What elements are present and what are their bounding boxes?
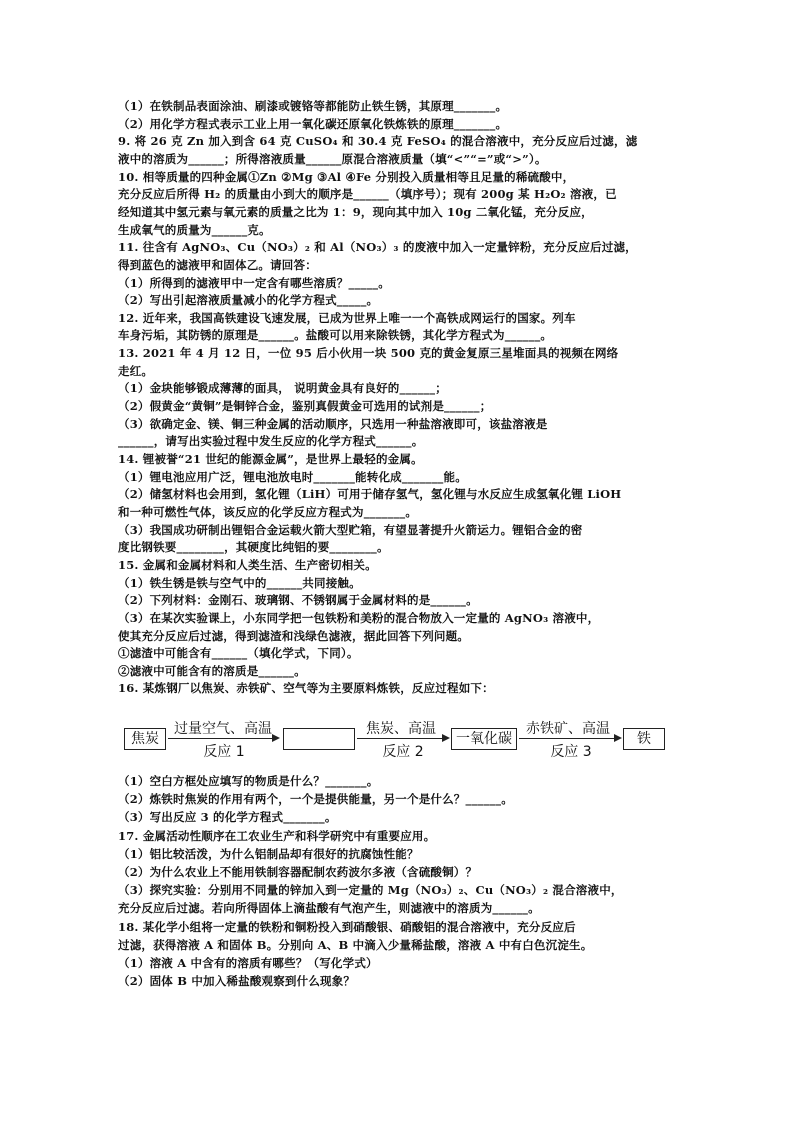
text-line: ②滤液中可能含有的溶质是______。 xyxy=(118,663,306,678)
text-line: （3）我国成功研制出锂铝合金运载火箭大型贮箱，有望显著提升火箭运力。锂铝合金的密 xyxy=(118,522,583,537)
text-line: 使其充分反应后过滤，得到滤渣和浅绿色滤液，据此回答下列问题。 xyxy=(118,628,469,643)
text-line: 12. 近年来，我国高铁建设飞速发展，已成为世界上唯一一个高铁成网运行的国家。列车 xyxy=(118,310,576,325)
text-line: 13. 2021 年 4 月 12 日，一位 95 后小伙用一块 500 克的黄金复原三星堆面具的视频在网络 xyxy=(118,346,619,361)
text-line: （1）空白方框处应填写的物质是什么？_______。 xyxy=(118,774,379,788)
text-line: 生成氧气的质量为______克。 xyxy=(118,222,271,237)
text-line: 和一种可燃性气体，该反应的化学反应方程式为_______。 xyxy=(118,504,418,519)
text-line: 17. 金属活动性顺序在工农业生产和科学研究中有重要应用。 xyxy=(118,828,436,843)
text-line: （1）铝比较活泼，为什么铝制品却有很好的抗腐蚀性能？ xyxy=(118,846,419,861)
flow-diagram xyxy=(124,722,674,766)
flow-arrow1-condition: 过量空气、高温 xyxy=(174,721,272,737)
text-line: 18. 某化学小组将一定量的铁粉和铜粉投入到硝酸银、硝酸铝的混合溶液中，充分反应后 xyxy=(118,919,576,934)
text-line: （2）储氢材料也会用到，氢化锂（LiH）可用于储存氢气，氢化锂与水反应生成氢氧化锂 LiOH xyxy=(118,487,622,502)
flow-box-coke: 焦炭 xyxy=(124,728,166,750)
text-line: 过滤，获得溶液 A 和固体 B。分别向 A、B 中滴入少量稀盐酸，溶液 A 中有白色沉淀生。 xyxy=(118,937,593,952)
text-line: 14. 锂被誉“21 世纪的能源金属”，是世界上最轻的金属。 xyxy=(118,452,423,466)
text-line: 16. 某炼钢厂以焦炭、赤铁矿、空气等为主要原料炼铁，反应过程如下： xyxy=(118,681,494,696)
text-line: 液中的溶质为______；所得溶液质量______原混合溶液质量（填“<”“=”或“>”）。 xyxy=(118,151,547,166)
text-line: （3）写出反应 3 的化学方程式_______。 xyxy=(118,810,337,825)
text-line: 15. 金属和金属材料和人类生活、生产密切相关。 xyxy=(118,557,377,572)
flow-arrow1-line xyxy=(168,738,272,739)
text-line: 车身污垢，其防锈的原理是______。盐酸可以用来除铁锈，其化学方程式为______。 xyxy=(118,328,553,343)
text-line: （1）金块能够锻成薄薄的面具， 说明黄金具有良好的______； xyxy=(118,381,447,396)
text-line: 9. 将 26 克 Zn 加入到含 64 克 CuSO₄ 和 30.4 克 FeSO₄ 的混合溶液中，充分反应后过滤，滤 xyxy=(118,134,638,149)
text-line: （3）欲确定金、镁、铜三种金属的活动顺序，只选用一种盐溶液即可，该盐溶液是 xyxy=(118,416,548,431)
text-line: ①滤渣中可能含有______（填化学式，下同）。 xyxy=(118,646,359,661)
text-line: （1）所得到的滤液甲中一定含有哪些溶质？_____。 xyxy=(118,275,390,290)
text-line: （3）探究实验：分别用不同量的锌加入到一定量的 Mg（NO₃）₂、Cu（NO₃）₂ 混合溶液中， xyxy=(118,883,623,898)
text-line: （2）假黄金“黄铜”是铜锌合金，鉴别真假黄金可选用的试剂是______； xyxy=(118,399,492,414)
flow-box-iron: 铁 xyxy=(623,728,665,750)
text-line: （2）为什么农业上不能用铁制容器配制农药波尔多液（含硫酸铜）？ xyxy=(118,865,478,879)
text-line: （2）用化学方程式表示工业上用一氧化碳还原氧化铁炼铁的原理_______。 xyxy=(118,116,508,131)
flow-box-carbon-monoxide: 一氧化碳 xyxy=(451,728,517,750)
flow-arrow3-condition: 赤铁矿、高温 xyxy=(526,721,610,737)
text-line: （2）炼铁时焦炭的作用有两个，一个是提供能量，另一个是什么？______。 xyxy=(118,792,513,807)
text-line: （1）铁生锈是铁与空气中的______共同接触。 xyxy=(118,575,361,590)
text-line: ______，请写出实验过程中发生反应的化学方程式______。 xyxy=(118,434,424,449)
text-line: 充分反应后所得 H₂ 的质量由小到大的顺序是______（填序号）；现有 200g 某 H₂O₂ 溶液，已 xyxy=(118,187,617,202)
text-line: 经知道其中氢元素与氧元素的质量之比为 1：9，现向其中加入 10g 二氧化锰，充分反应， xyxy=(118,204,593,219)
text-line: （1）溶液 A 中含有的溶质有哪些？（写化学式） xyxy=(118,956,378,970)
text-line: （2）下列材料：金刚石、玻璃钢、不锈钢属于金属材料的是______。 xyxy=(118,593,478,608)
text-line: （1）在铁制品表面涂油、刷漆或镀铬等都能防止铁生锈，其原理_______。 xyxy=(118,99,508,113)
text-line: 度比钢铁要________，其硬度比纯铝的要________。 xyxy=(118,540,389,555)
flow-arrow2-line xyxy=(357,738,442,739)
text-line: （2）写出引起溶液质量减小的化学方程式_____。 xyxy=(118,293,379,308)
text-line: 11. 往含有 AgNO₃、Cu（NO₃）₂ 和 Al（NO₃）₃ 的废液中加入一定量锌粉，充分反应后过滤， xyxy=(118,240,637,255)
text-line: （2）固体 B 中加入稀盐酸观察到什么现象？ xyxy=(118,974,356,989)
flow-arrow2-label: 反应 2 xyxy=(382,744,424,760)
text-line: （3）在某次实验课上，小东同学把一包铁粉和美粉的混合物放入一定量的 AgNO₃ 溶液中， xyxy=(118,610,600,625)
text-line: 得到蓝色的滤液甲和固体乙。请回答： xyxy=(118,257,317,272)
flow-arrow1-label: 反应 1 xyxy=(203,744,245,760)
flow-box-blank xyxy=(283,728,355,750)
text-line: 10. 相等质量的四种金属①Zn ②Mg ③Al ④Fe 分别投入质量相等且足量的稀硫酸中， xyxy=(118,169,575,184)
text-line: （1）锂电池应用广泛，锂电池放电时_______能转化成_______能。 xyxy=(118,469,467,484)
text-line: 充分反应后过滤。若向所得固体上滴盐酸有气泡产生，则滤液中的溶质为______。 xyxy=(118,901,540,916)
flow-arrow3-line xyxy=(519,738,614,739)
text-line: 走红。 xyxy=(118,363,154,378)
flow-arrow2-condition: 焦炭、高温 xyxy=(366,721,436,737)
flow-arrow3-label: 反应 3 xyxy=(550,744,592,760)
